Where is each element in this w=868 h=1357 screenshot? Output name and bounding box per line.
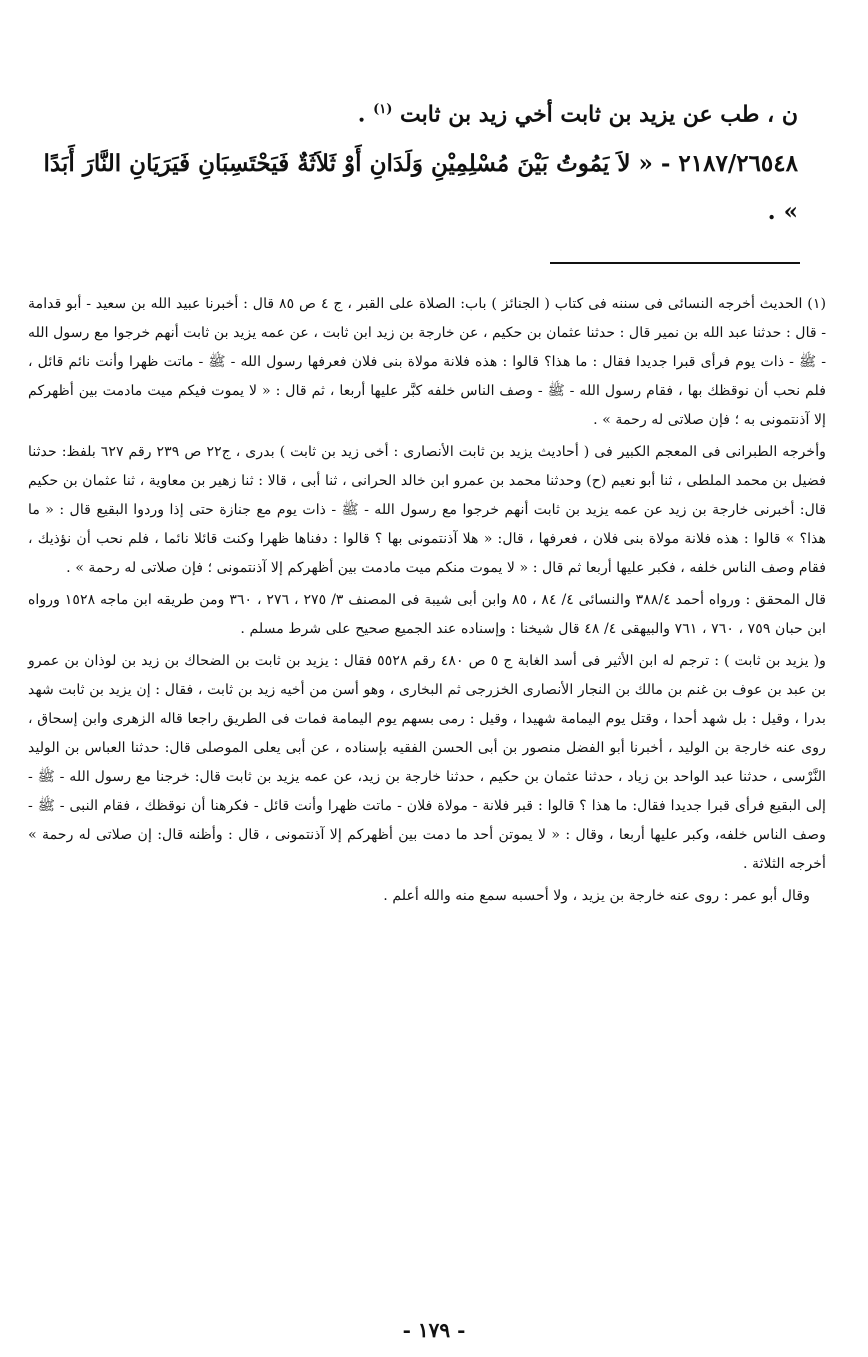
source-line-end: .: [357, 101, 374, 128]
footnote-ref: (١): [373, 102, 393, 117]
footnote-paragraph: و( يزيد بن ثابت ) : ترجم له ابن الأثير فى أسد الغابة ج ٥ ص ٤٨٠ رقم ٥٥٢٨ فقال : يزيد بن ثابت بن الضحاك بن زيد بن لوذان بن عمرو بن عبد بن عوف بن غنم بن مالك بن النجار الأنصارى الخزرجى ثم البخارى ، وهو أسن من أخيه زيد بن ثابت ، فقال : إن يزيد بن ثابت شهد بدرا ، وقيل : بل شهد أحدا ، وقتل يوم اليمامة شهيدا ، وقيل : رمى بسهم يوم اليمامة فمات فى الطريق راجعا قاله الزهرى وابن إسحاق ، روى عنه خارجة بن الوليد ، أخبرنا أبو الفضل منصور بن أبى الحسن الفقيه بإسناده ، عن أبى يعلى الموصلى قال: حدثنا العباس بن الوليد النَّرْسى ، حدثنا عبد الواحد بن زياد ، حدثنا عثمان بن حكيم ، حدثنا خارجة بن زيد، عن عمه يزيد بن ثابت قال: خرجنا مع رسول الله - ﷺ - إلى البقيع فرأى قبرا جديدا فقال: ما هذا ؟ قالوا : قبر فلانة - مولاة فلان - ماتت ظهرا وأنت قائل - فكرهنا أن نوقظك ، فقام النبى - ﷺ - وصف الناس خلفه، وكبر عليها أربعا ، وقال : « لا يموتن أحد ما دمت بين أظهركم إلا آذنتمونى ، قال : وأظنه قال: إن صلاتى له رحمة » أخرجه الثلاثة .: [28, 653, 826, 872]
footnote-paragraph: (١) الحديث أخرجه النسائى فى سننه فى كتاب ( الجنائز ) باب: الصلاة على القبر ، ج ٤ ص ٨٥ قال : أخبرنا عبيد الله بن سعيد - أبو قدامة - قال : حدثنا عبد الله بن نمير قال : حدثنا عثمان بن حكيم ، عن خارجة بن زيد ابن ثابت ، عن عمه يزيد بن ثابت أنهم خرجوا مع رسول الله - ﷺ - ذات يوم فرأى قبرا جديدا فقال : ما هذا؟ قالوا : هذه فلانة مولاة بنى فلان فعرفها رسول الله - ﷺ - ماتت ظهرا وأنت نائم قائل ، فلم نحب أن نوقظك بها ، فقام رسول الله - ﷺ - وصف الناس خلفه كبَّر عليها أربعا ، ثم قال : « لا يموت فيكم ميت مادمت بين أظهركم إلا آذنتمونى به ؛ فإن صلاتى له رحمة » .: [28, 296, 826, 428]
footnote-divider: [550, 262, 800, 264]
footnote-paragraph: وأخرجه الطبرانى فى المعجم الكبير فى ( أحاديث يزيد بن ثابت الأنصارى : أخى زيد بن ثابت ) بدرى ، ج٢٢ ص ٢٣٩ رقم ٦٢٧ بلفظ: حدثنا فضيل بن محمد الملطى ، ثنا أبو نعيم (ح) وحدثنا محمد بن عمرو ابن خالد الحرانى ، ثنا أبى ، قالا : ثنا زهير بن معاوية ، ثنا عثمان بن حكيم قال: أخبرنى خارجة بن زيد عن عمه يزيد بن ثابت أنهم خرجوا مع رسول الله - ﷺ - ذات يوم مع جنازة حتى إذا وردوا البقيع قال : « ما هذا؟ » قالوا : هذه فلانة مولاة بنى فلان ، فعرفها ، قال: « هلا آذنتمونى بها ؟ قالوا : دفناها ظهرا وكنت قائلا نائما ، فلم نحب أن نؤذيك ، فقام وصف الناس خلفه ، فكبر عليها أربعا ثم قال : « لا يموت منكم ميت مادمت بين أظهركم إلا آذنتمونى ؛ فإن صلاتى له رحمة » .: [28, 444, 826, 576]
source-text: ن ، طب عن يزيد بن ثابت أخي زيد بن ثابت: [400, 101, 798, 128]
footnotes: [28, 290, 826, 914]
hadith-line: [38, 140, 798, 236]
source-line: [38, 90, 798, 134]
footnote-paragraph: وقال أبو عمر : روى عنه خارجة بن يزيد ، ولا أحسبه سمع منه والله أعلم .: [383, 888, 810, 904]
page-number: - ١٧٩ -: [402, 1318, 466, 1342]
footnote-paragraph: قال المحقق : ورواه أحمد ٣٨٨/٤ والنسائى ٤/ ٨٤ ، ٨٥ وابن أبى شيبة فى المصنف ٣/ ٢٧٥ ، ٢٧٦ ، ٣٦٠ ومن طريقه ابن ماجه ١٥٢٨ ورواه ابن حبان ٧٥٩ ، ٧٦٠ ، ٧٦١ والبيهقى ٤/ ٤٨ قال شيخنا : وإسناده عند الجميع صحيح على شرط مسلم .: [28, 592, 826, 637]
main-text: [38, 90, 798, 236]
hadith-text: - « لاَ يَمُوتُ بَيْنَ مُسْلِمِيْنِ وَلَدَانِ أَوْ ثَلاَثَةٌ فَيَحْتَسِبَانِ فَيَرَيَانِ النَّارَ أَبَدًا » .: [43, 150, 798, 226]
hadith-number: ٢١٨٧/٢٦٥٤٨: [678, 150, 798, 178]
